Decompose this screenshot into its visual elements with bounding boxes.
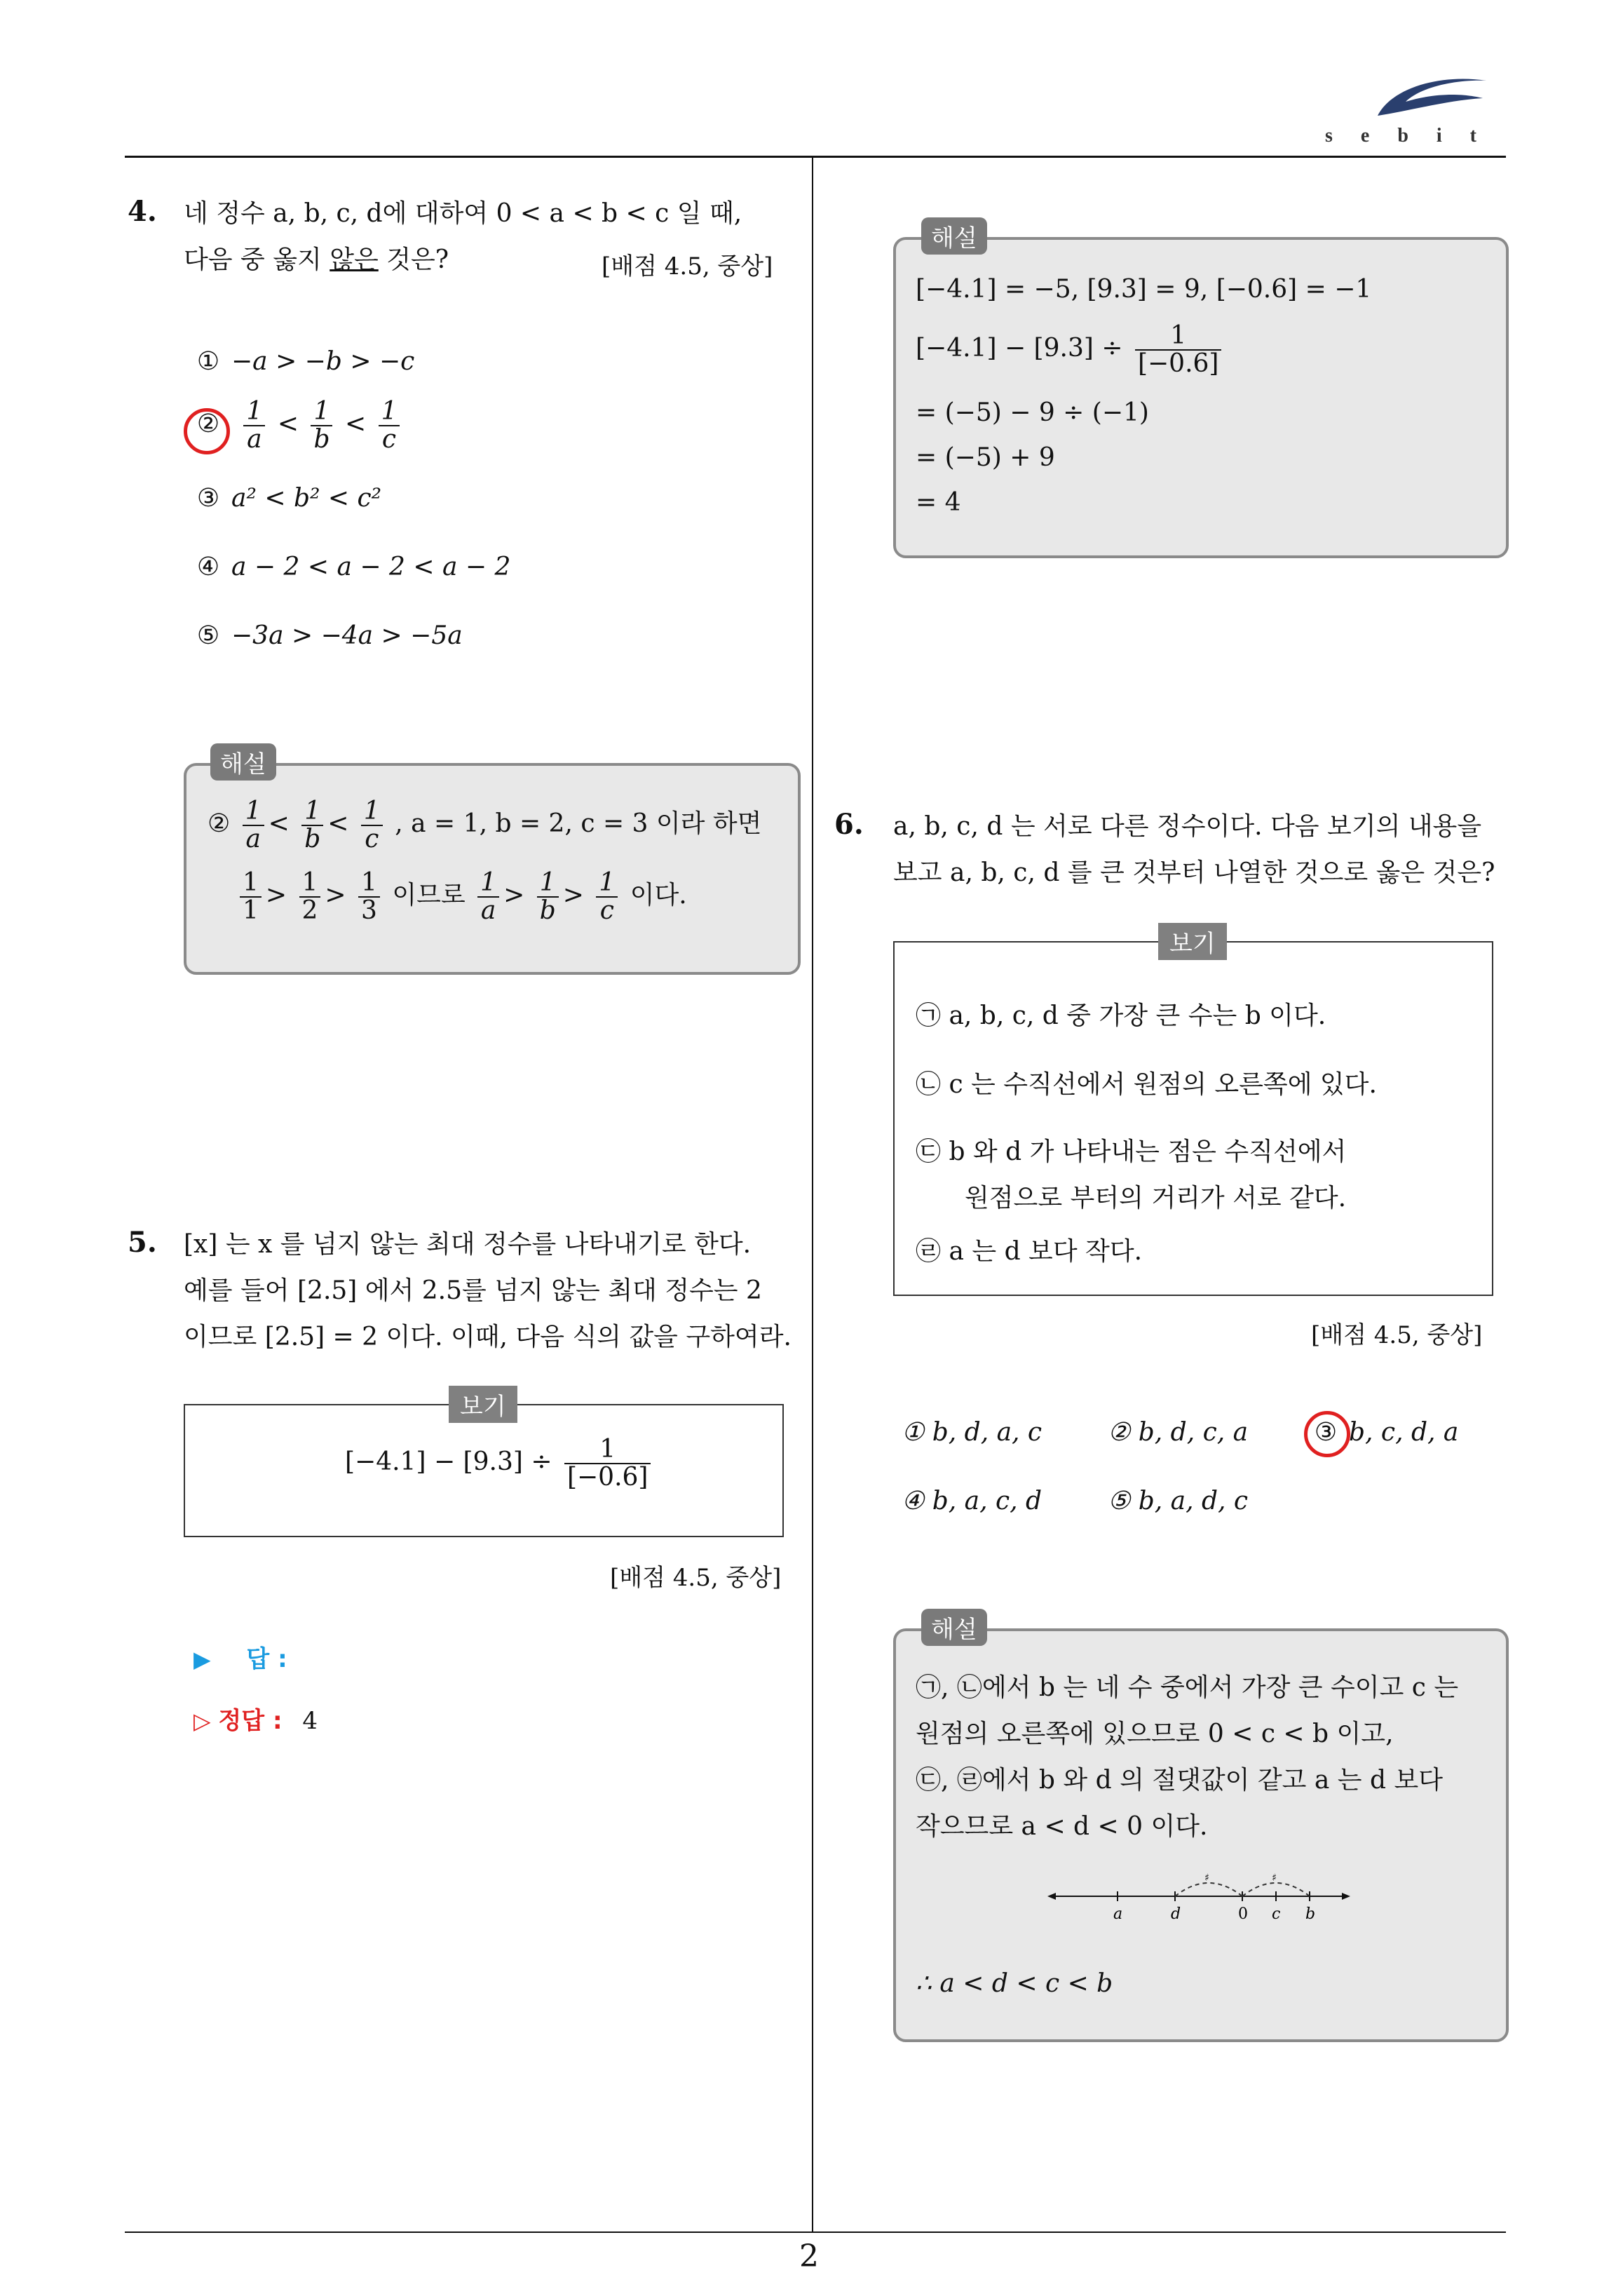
fraction: $\frac{1}{a}$ xyxy=(243,798,264,853)
correct-value: 4 xyxy=(302,1707,318,1735)
nl-label-c: c xyxy=(1272,1905,1281,1923)
choice-mark: ⑤ xyxy=(196,621,220,650)
expr-text: [−4.1] − [9.3] ÷ xyxy=(345,1447,552,1476)
q4-choice-4[interactable] xyxy=(193,553,510,581)
q4-text-part2: 것은? xyxy=(378,245,449,274)
q5-example-label: 보기 xyxy=(449,1386,517,1423)
choice-mark: ③ xyxy=(1314,1418,1338,1447)
q5-number: 5. xyxy=(128,1226,157,1259)
q5-example-expr xyxy=(345,1436,655,1491)
fraction: $\frac{1}{1}$ xyxy=(240,870,262,924)
q4-selected-circle xyxy=(184,408,230,454)
q4-choice-3[interactable] xyxy=(193,484,381,513)
q6-item-3a: ㉢ b 와 d 가 나타내는 점은 수직선에서 xyxy=(916,1137,1347,1166)
answer-label: 답 : xyxy=(246,1645,287,1673)
fraction: $\frac{1}{a}$ xyxy=(477,870,499,924)
play-outline-icon: ▷ xyxy=(193,1708,211,1734)
q4-choice-5[interactable] xyxy=(193,621,463,650)
correct-label: 정답 : xyxy=(218,1707,283,1735)
fraction: $\frac{1}{b}$ xyxy=(537,870,559,924)
fraction: $\frac{1}{c}$ xyxy=(596,870,618,924)
q6-solution-line4: 작으므로 a < d < 0 이다. xyxy=(916,1812,1208,1841)
lt-sign: < xyxy=(344,409,367,438)
q6-item-2: ㉡ c 는 수직선에서 원점의 오른쪽에 있다. xyxy=(916,1070,1377,1099)
sebit-logo-mark xyxy=(1364,67,1504,123)
q6-example-label: 보기 xyxy=(1158,923,1227,960)
solution-mark: ② xyxy=(208,809,231,838)
q6-item-1: ㉠ a, b, c, d 중 가장 큰 수는 b 이다. xyxy=(916,1001,1326,1030)
q6-number: 6. xyxy=(834,808,864,841)
solution-line2-mid: 이므로 xyxy=(392,880,466,910)
q6-choice-5[interactable]: ⑤ b, a, d, c xyxy=(1108,1487,1249,1515)
number-line-diagram xyxy=(1045,1865,1353,1929)
fraction: $\frac{1}{c}$ xyxy=(361,798,383,853)
nl-label-d: d xyxy=(1171,1905,1181,1923)
choice-mark: ② xyxy=(196,409,220,438)
q5-answer-row[interactable] xyxy=(193,1640,287,1674)
fraction-1-over-c: $\frac{1}{c}$ xyxy=(379,398,400,453)
q6-item-4: ㉣ a 는 d 보다 작다. xyxy=(916,1237,1143,1266)
q5-solution-line3: = (−5) − 9 ÷ (−1) xyxy=(916,398,1149,427)
nl-label-zero: 0 xyxy=(1238,1905,1248,1923)
choice-text: −a > −b > −c xyxy=(231,347,415,376)
q6-solution-line2: 원점의 오른쪽에 있으므로 0 < c < b 이고, xyxy=(916,1720,1394,1748)
expr-text: [−4.1] − [9.3] ÷ xyxy=(916,333,1123,363)
nl-hash-left: ♯ xyxy=(1204,1872,1209,1884)
q6-line2: 보고 a, b, c, d 를 큰 것부터 나열한 것으로 옳은 것은? xyxy=(893,858,1495,887)
choice-text: −3a > −4a > −5a xyxy=(231,621,463,650)
fraction: $\frac{1}{b}$ xyxy=(301,798,323,853)
fraction: $\frac{1}{3}$ xyxy=(358,870,380,924)
q6-item-3b: 원점으로 부터의 거리가 서로 같다. xyxy=(965,1184,1347,1213)
solution-line1-tail: , a = 1, b = 2, c = 3 이라 하면 xyxy=(395,809,762,838)
choice-mark: ① xyxy=(196,347,220,376)
q6-meta: [배점 4.5, 중상] xyxy=(1311,1321,1483,1349)
q5-solution-line2 xyxy=(916,323,1225,377)
q4-solution-line2: $\frac{1}{1}$ > $\frac{1}{2}$ > $\frac{1}{3}$ 이므로 $\frac{1}{a}$ > $\frac{1}{b}$ > $\frac{1}{c}$ 이다. xyxy=(236,870,687,924)
q6-selected-circle xyxy=(1304,1411,1350,1457)
q6-solution-line3: ㉢, ㉣에서 b 와 d 의 절댓값이 같고 a 는 d 보다 xyxy=(916,1766,1444,1795)
q4-number: 4. xyxy=(128,195,157,228)
q5-meta: [배점 4.5, 중상] xyxy=(610,1564,782,1592)
q6-choice-4[interactable]: ④ b, a, c, d xyxy=(902,1487,1043,1515)
fraction: $\frac{1}{2}$ xyxy=(299,870,321,924)
q5-line1: [x] 는 x 를 넘지 않는 최대 정수를 나타내기로 한다. xyxy=(184,1230,752,1259)
sebit-logo xyxy=(1364,67,1504,123)
q6-choice-1[interactable]: ① b, d, a, c xyxy=(902,1418,1043,1447)
q4-solution-line1: ② $\frac{1}{a}$ < $\frac{1}{b}$ < $\frac{1}{c}$ , a = 1, b = 2, c = 3 이라 하면 xyxy=(208,797,762,853)
q4-choice-1[interactable] xyxy=(193,347,414,376)
lt-sign: < xyxy=(277,409,299,438)
play-icon: ▶ xyxy=(193,1646,211,1673)
number-line-svg xyxy=(1045,1865,1353,1929)
q6-choice-2[interactable]: ② b, d, c, a xyxy=(1108,1418,1249,1447)
footer-rule xyxy=(125,2231,1506,2233)
q4-text-line1: 네 정수 a, b, c, d에 대하여 0 < a < b < c 일 때, xyxy=(184,199,742,228)
q4-meta: [배점 4.5, 중상] xyxy=(602,252,773,281)
q4-solution-label: 해설 xyxy=(210,743,276,781)
q6-solution-line1: ㉠, ㉡에서 b 는 네 수 중에서 가장 큰 수이고 c 는 xyxy=(916,1673,1459,1702)
column-divider xyxy=(812,156,813,2233)
fraction: $\frac{1}{[-0.6]}$ xyxy=(564,1436,651,1491)
header-rule xyxy=(125,156,1506,158)
choice-text: a − 2 < a − 2 < a − 2 xyxy=(231,553,511,581)
choice-text: a² < b² < c² xyxy=(231,484,382,513)
fraction-1-over-a: $\frac{1}{a}$ xyxy=(243,398,265,453)
choice-mark: ③ xyxy=(196,484,220,513)
choice-mark: ④ xyxy=(196,553,220,581)
q5-solution-line1: [−4.1] = −5, [9.3] = 9, [−0.6] = −1 xyxy=(916,275,1372,304)
page-number: 2 xyxy=(799,2238,819,2274)
q6-line1: a, b, c, d 는 서로 다른 정수이다. 다음 보기의 내용을 xyxy=(893,812,1482,841)
solution-line2-tail: 이다. xyxy=(630,880,687,910)
q4-text-underlined: 않은 xyxy=(330,245,379,274)
q5-correct-row xyxy=(193,1701,318,1736)
q4-text-line2 xyxy=(184,237,449,283)
nl-label-b: b xyxy=(1305,1905,1316,1923)
fraction-1-over-b: $\frac{1}{b}$ xyxy=(311,398,332,453)
q4-text-part1: 다음 중 옳지 xyxy=(184,245,330,274)
choice-text: b, c, d, a xyxy=(1349,1418,1459,1447)
q5-solution-line5: = 4 xyxy=(916,488,961,517)
q5-solution-line4: = (−5) + 9 xyxy=(916,443,1055,472)
logo-text: sebit xyxy=(1325,125,1505,147)
q5-line3: 이므로 [2.5] = 2 이다. 이때, 다음 식의 값을 구하여라. xyxy=(184,1323,792,1351)
q5-solution-label: 해설 xyxy=(921,217,987,255)
q6-solution-conclusion: ∴ a < d < c < b xyxy=(916,1969,1113,1998)
nl-label-a: a xyxy=(1113,1905,1123,1923)
q5-line2: 예를 들어 [2.5] 에서 2.5를 넘지 않는 최대 정수는 2 xyxy=(184,1276,762,1305)
nl-hash-right: ♯ xyxy=(1272,1872,1277,1884)
fraction: $\frac{1}{[-0.6]}$ xyxy=(1135,323,1222,377)
q6-solution-label: 해설 xyxy=(921,1609,987,1646)
